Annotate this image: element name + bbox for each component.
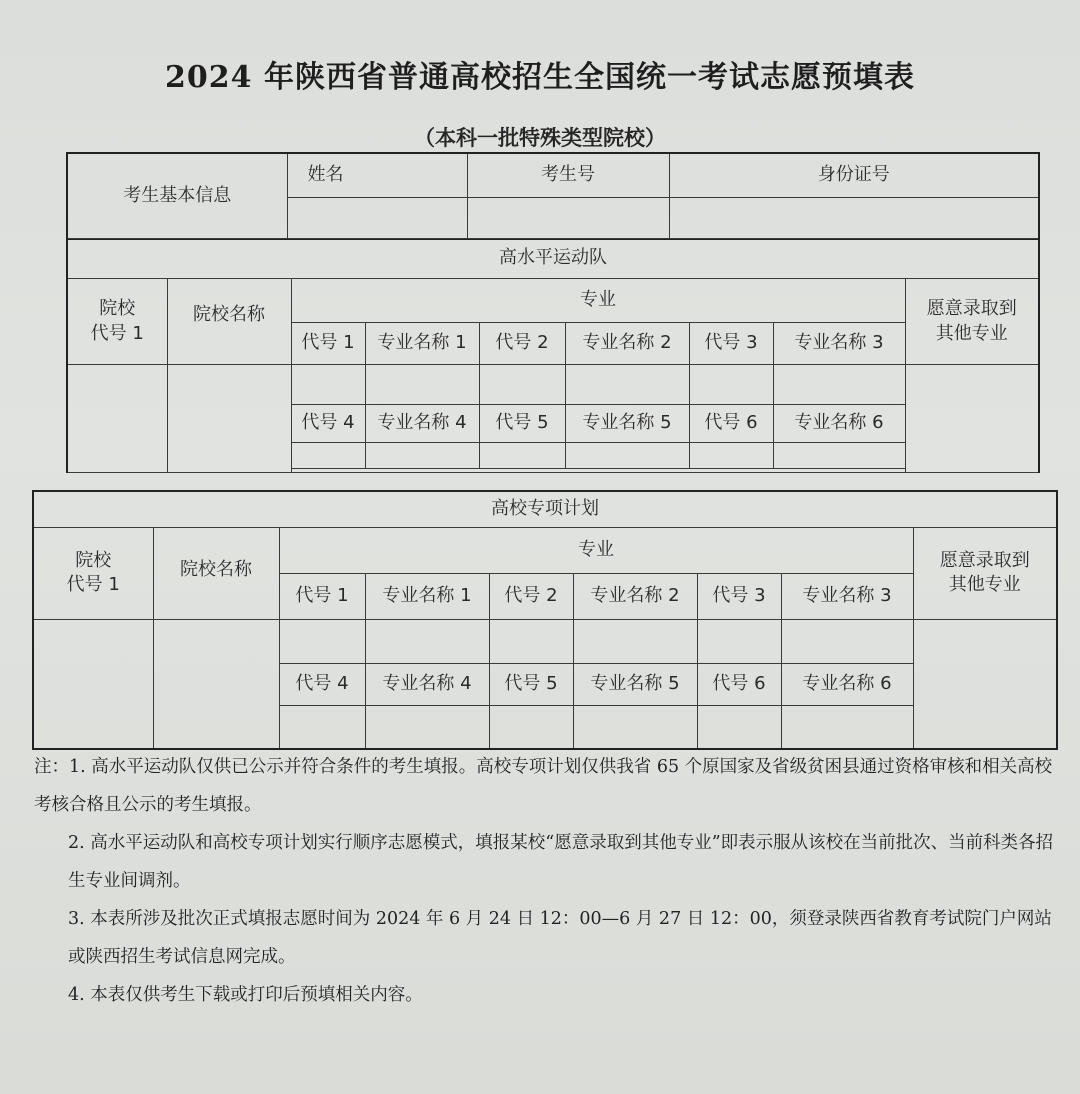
major-code-1-field[interactable] (279, 619, 365, 663)
major-name-4-header: 专业名称 4 (365, 663, 489, 705)
major-code-4-field[interactable] (291, 443, 365, 469)
major-name-1-field[interactable] (365, 365, 479, 405)
section-title-sports-team: 高水平运动队 (67, 239, 1039, 279)
major-group-header: 专业 (279, 527, 913, 573)
school-code-field[interactable] (33, 619, 153, 749)
major-name-3-field[interactable] (781, 619, 913, 663)
major-code-4-header: 代号 4 (291, 405, 365, 443)
school-code-field[interactable] (67, 365, 167, 473)
adjust-header-line1: 愿意录取到 (939, 549, 1030, 571)
school-code-header-line2: 代号 1 (66, 574, 120, 595)
school-name-field[interactable] (153, 619, 279, 749)
major-name-6-header: 专业名称 6 (781, 663, 913, 705)
id-number-label: 身份证号 (669, 153, 1039, 197)
adjust-header-line2: 其他专业 (948, 574, 1021, 595)
page-title: 2024 年陕西省普通高校招生全国统一考试志愿预填表 (165, 60, 915, 95)
adjust-header-line1: 愿意录取到 (926, 298, 1017, 320)
major-code-4-field[interactable] (279, 705, 365, 749)
major-code-2-field[interactable] (479, 365, 565, 405)
major-code-2-header: 代号 2 (479, 323, 565, 365)
major-code-2-field[interactable] (489, 619, 573, 663)
major-name-6-header: 专业名称 6 (773, 405, 905, 443)
major-name-1-field[interactable] (365, 619, 489, 663)
major-code-6-field[interactable] (689, 443, 773, 469)
exam-number-label: 考生号 (467, 153, 669, 197)
major-code-5-field[interactable] (489, 705, 573, 749)
major-code-3-header: 代号 3 (689, 323, 773, 365)
major-code-5-header: 代号 5 (479, 405, 565, 443)
sports-team-section (66, 238, 1040, 473)
school-code-header-line1: 院校 (75, 549, 112, 571)
major-code-5-field[interactable] (479, 443, 565, 469)
major-name-4-field[interactable] (365, 705, 489, 749)
note-2: 2. 高水平运动队和高校专项计划实行顺序志愿模式，填报某校“愿意录取到其他专业”即表示服从该校在当前批次、当前科类各招生专业间调剂。 (68, 833, 1054, 891)
adjust-header (913, 527, 1057, 619)
school-code-header (33, 527, 153, 619)
note-1: 注：1. 高水平运动队仅供已公示并符合条件的考生填报。高校专项计划仅供我省 65 个原国家及省级贫困县通过资格审核和相关高校考核合格且公示的考生填报。 (34, 757, 1053, 815)
major-code-3-field[interactable] (689, 365, 773, 405)
special-plan-section (32, 490, 1058, 750)
major-name-2-header: 专业名称 2 (573, 573, 697, 619)
major-group-header: 专业 (291, 279, 905, 323)
major-name-1-header: 专业名称 1 (365, 323, 479, 365)
major-name-3-header: 专业名称 3 (773, 323, 905, 365)
major-code-1-field[interactable] (291, 365, 365, 405)
major-name-2-header: 专业名称 2 (565, 323, 689, 365)
major-code-2-header: 代号 2 (489, 573, 573, 619)
school-name-header: 院校名称 (167, 279, 291, 365)
major-code-3-header: 代号 3 (697, 573, 781, 619)
major-name-2-field[interactable] (565, 365, 689, 405)
major-name-4-header: 专业名称 4 (365, 405, 479, 443)
major-code-4-header: 代号 4 (279, 663, 365, 705)
school-code-header (67, 279, 167, 365)
application-form-table (66, 152, 1040, 240)
name-field[interactable] (287, 197, 467, 239)
adjust-field[interactable] (913, 619, 1057, 749)
major-code-1-header: 代号 1 (291, 323, 365, 365)
school-code-header-line2: 代号 1 (90, 322, 144, 344)
major-name-5-header: 专业名称 5 (573, 663, 697, 705)
adjust-header-line2: 其他专业 (935, 322, 1008, 344)
exam-number-field[interactable] (467, 197, 669, 239)
major-name-6-field[interactable] (781, 705, 913, 749)
major-name-2-field[interactable] (573, 619, 697, 663)
major-name-5-field[interactable] (573, 705, 697, 749)
major-name-5-field[interactable] (565, 443, 689, 469)
notes-section (34, 748, 1064, 1014)
major-name-1-header: 专业名称 1 (365, 573, 489, 619)
major-code-6-header: 代号 6 (689, 405, 773, 443)
major-code-3-field[interactable] (697, 619, 781, 663)
major-name-4-field[interactable] (365, 443, 479, 469)
note-3: 3. 本表所涉及批次正式填报志愿时间为 2024 年 6 月 24 日 12：00—6 月 27 日 12：00，须登录陕西省教育考试院门户网站或陕西招生考试信息网完成。 (68, 909, 1052, 967)
adjust-header (905, 279, 1039, 365)
section-title-special-plan: 高校专项计划 (33, 491, 1057, 527)
major-name-3-header: 专业名称 3 (781, 573, 913, 619)
school-code-header-line1: 院校 (99, 298, 136, 320)
school-name-header: 院校名称 (153, 527, 279, 619)
name-label: 姓名 (287, 153, 467, 197)
major-name-5-header: 专业名称 5 (565, 405, 689, 443)
major-code-6-field[interactable] (697, 705, 781, 749)
major-code-5-header: 代号 5 (489, 663, 573, 705)
id-number-field[interactable] (669, 197, 1039, 239)
major-name-3-field[interactable] (773, 365, 905, 405)
major-code-1-header: 代号 1 (279, 573, 365, 619)
major-name-6-field[interactable] (773, 443, 905, 469)
basic-info-label: 考生基本信息 (67, 153, 287, 239)
page-subtitle: （本科一批特殊类型院校） (414, 126, 666, 150)
major-code-6-header: 代号 6 (697, 663, 781, 705)
note-4: 4. 本表仅供考生下载或打印后预填相关内容。 (68, 985, 423, 1005)
school-name-field[interactable] (167, 365, 291, 473)
adjust-field[interactable] (905, 365, 1039, 473)
